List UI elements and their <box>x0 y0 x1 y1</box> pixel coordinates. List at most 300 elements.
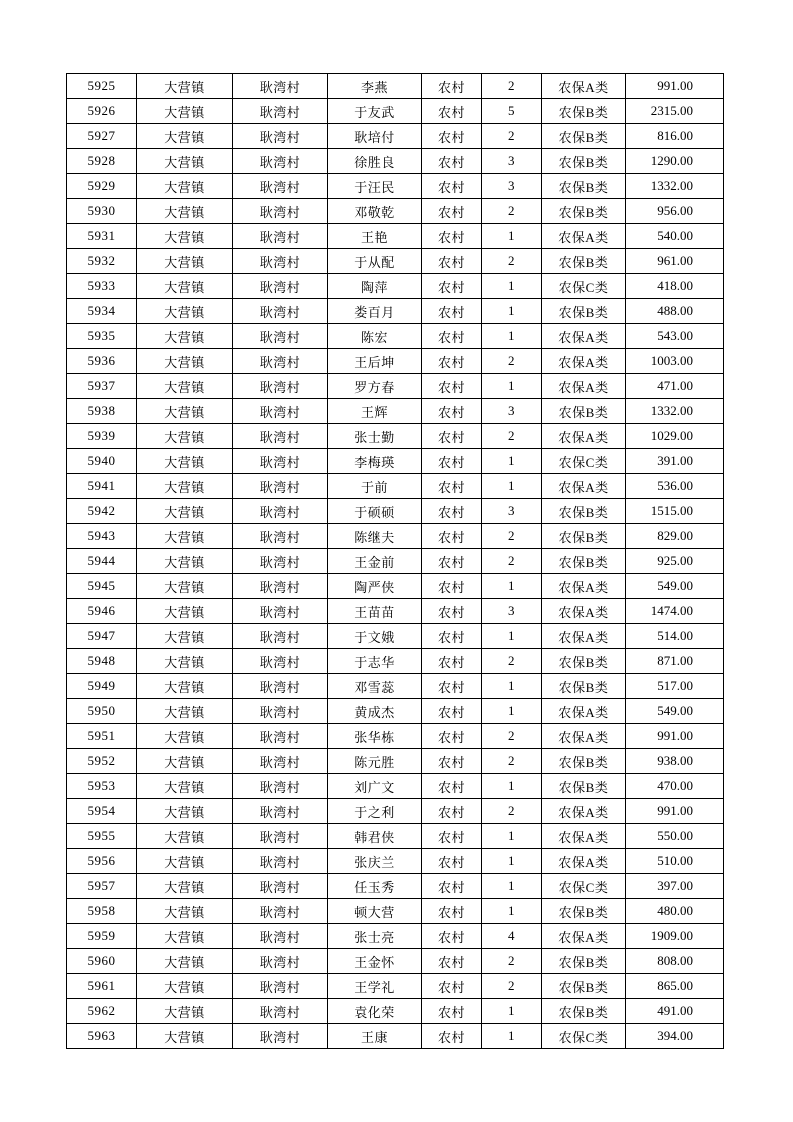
cell-village: 耿湾村 <box>233 849 328 874</box>
cell-name: 于从配 <box>328 249 422 274</box>
cell-amount: 2315.00 <box>626 99 724 124</box>
cell-village: 耿湾村 <box>233 449 328 474</box>
cell-type: 农村 <box>422 899 482 924</box>
table-row <box>67 924 724 949</box>
cell-name: 张士亮 <box>328 924 422 949</box>
cell-name: 于汪民 <box>328 174 422 199</box>
cell-type: 农村 <box>422 449 482 474</box>
table-row <box>67 424 724 449</box>
cell-name: 于志华 <box>328 649 422 674</box>
cell-category: 农保B类 <box>542 649 626 674</box>
table-row <box>67 199 724 224</box>
cell-village: 耿湾村 <box>233 299 328 324</box>
cell-village: 耿湾村 <box>233 724 328 749</box>
cell-village: 耿湾村 <box>233 949 328 974</box>
cell-category: 农保A类 <box>542 424 626 449</box>
cell-town: 大营镇 <box>137 599 233 624</box>
table-row <box>67 599 724 624</box>
cell-category: 农保B类 <box>542 399 626 424</box>
cell-id: 5937 <box>67 374 137 399</box>
cell-category: 农保C类 <box>542 449 626 474</box>
cell-amount: 514.00 <box>626 624 724 649</box>
cell-amount: 991.00 <box>626 724 724 749</box>
cell-name: 耿培付 <box>328 124 422 149</box>
cell-amount: 1290.00 <box>626 149 724 174</box>
cell-count: 2 <box>482 974 542 999</box>
cell-amount: 394.00 <box>626 1024 724 1049</box>
cell-town: 大营镇 <box>137 499 233 524</box>
cell-village: 耿湾村 <box>233 249 328 274</box>
cell-village: 耿湾村 <box>233 649 328 674</box>
cell-town: 大营镇 <box>137 349 233 374</box>
cell-name: 袁化荣 <box>328 999 422 1024</box>
cell-category: 农保B类 <box>542 174 626 199</box>
cell-name: 于文娥 <box>328 624 422 649</box>
cell-count: 4 <box>482 924 542 949</box>
table-row <box>67 574 724 599</box>
cell-id: 5959 <box>67 924 137 949</box>
cell-amount: 488.00 <box>626 299 724 324</box>
table-row <box>67 999 724 1024</box>
table-row <box>67 174 724 199</box>
table-row <box>67 224 724 249</box>
cell-town: 大营镇 <box>137 774 233 799</box>
cell-village: 耿湾村 <box>233 624 328 649</box>
cell-village: 耿湾村 <box>233 924 328 949</box>
cell-type: 农村 <box>422 324 482 349</box>
table-row <box>67 349 724 374</box>
table-row <box>67 274 724 299</box>
cell-town: 大营镇 <box>137 399 233 424</box>
cell-type: 农村 <box>422 949 482 974</box>
cell-category: 农保A类 <box>542 474 626 499</box>
cell-town: 大营镇 <box>137 749 233 774</box>
cell-town: 大营镇 <box>137 724 233 749</box>
cell-village: 耿湾村 <box>233 799 328 824</box>
cell-name: 陈元胜 <box>328 749 422 774</box>
cell-category: 农保A类 <box>542 699 626 724</box>
cell-amount: 418.00 <box>626 274 724 299</box>
cell-category: 农保A类 <box>542 74 626 99</box>
cell-category: 农保A类 <box>542 799 626 824</box>
cell-count: 2 <box>482 949 542 974</box>
cell-village: 耿湾村 <box>233 149 328 174</box>
cell-count: 1 <box>482 999 542 1024</box>
cell-count: 1 <box>482 774 542 799</box>
cell-village: 耿湾村 <box>233 699 328 724</box>
cell-amount: 480.00 <box>626 899 724 924</box>
document-page <box>66 73 723 1049</box>
cell-village: 耿湾村 <box>233 674 328 699</box>
cell-village: 耿湾村 <box>233 124 328 149</box>
cell-village: 耿湾村 <box>233 374 328 399</box>
cell-town: 大营镇 <box>137 124 233 149</box>
cell-category: 农保B类 <box>542 999 626 1024</box>
table-row <box>67 499 724 524</box>
cell-town: 大营镇 <box>137 574 233 599</box>
cell-id: 5946 <box>67 599 137 624</box>
cell-category: 农保C类 <box>542 874 626 899</box>
cell-category: 农保A类 <box>542 624 626 649</box>
cell-name: 王金怀 <box>328 949 422 974</box>
cell-count: 2 <box>482 424 542 449</box>
cell-name: 韩君侠 <box>328 824 422 849</box>
cell-count: 1 <box>482 449 542 474</box>
cell-name: 任玉秀 <box>328 874 422 899</box>
cell-town: 大营镇 <box>137 899 233 924</box>
table-row <box>67 374 724 399</box>
cell-name: 陈宏 <box>328 324 422 349</box>
cell-category: 农保B类 <box>542 774 626 799</box>
cell-id: 5929 <box>67 174 137 199</box>
cell-type: 农村 <box>422 174 482 199</box>
table-row <box>67 74 724 99</box>
cell-name: 陶萍 <box>328 274 422 299</box>
cell-town: 大营镇 <box>137 149 233 174</box>
cell-type: 农村 <box>422 924 482 949</box>
cell-type: 农村 <box>422 474 482 499</box>
cell-count: 1 <box>482 824 542 849</box>
cell-amount: 549.00 <box>626 574 724 599</box>
cell-type: 农村 <box>422 874 482 899</box>
cell-type: 农村 <box>422 399 482 424</box>
cell-count: 2 <box>482 799 542 824</box>
cell-amount: 956.00 <box>626 199 724 224</box>
cell-category: 农保B类 <box>542 524 626 549</box>
cell-village: 耿湾村 <box>233 99 328 124</box>
table-row <box>67 249 724 274</box>
cell-village: 耿湾村 <box>233 824 328 849</box>
cell-amount: 1909.00 <box>626 924 724 949</box>
cell-category: 农保A类 <box>542 349 626 374</box>
cell-count: 2 <box>482 524 542 549</box>
cell-amount: 391.00 <box>626 449 724 474</box>
cell-id: 5951 <box>67 724 137 749</box>
cell-type: 农村 <box>422 349 482 374</box>
cell-id: 5927 <box>67 124 137 149</box>
cell-town: 大营镇 <box>137 224 233 249</box>
cell-count: 2 <box>482 249 542 274</box>
cell-amount: 540.00 <box>626 224 724 249</box>
cell-name: 于友武 <box>328 99 422 124</box>
cell-id: 5936 <box>67 349 137 374</box>
cell-town: 大营镇 <box>137 549 233 574</box>
cell-amount: 1029.00 <box>626 424 724 449</box>
table-row <box>67 474 724 499</box>
cell-category: 农保A类 <box>542 824 626 849</box>
cell-town: 大营镇 <box>137 649 233 674</box>
cell-name: 王辉 <box>328 399 422 424</box>
cell-amount: 808.00 <box>626 949 724 974</box>
cell-type: 农村 <box>422 649 482 674</box>
cell-id: 5958 <box>67 899 137 924</box>
cell-count: 1 <box>482 874 542 899</box>
cell-name: 张庆兰 <box>328 849 422 874</box>
cell-village: 耿湾村 <box>233 199 328 224</box>
cell-name: 邓雪蕊 <box>328 674 422 699</box>
cell-town: 大营镇 <box>137 849 233 874</box>
cell-type: 农村 <box>422 549 482 574</box>
cell-name: 陶严侠 <box>328 574 422 599</box>
cell-amount: 517.00 <box>626 674 724 699</box>
cell-category: 农保B类 <box>542 674 626 699</box>
cell-amount: 550.00 <box>626 824 724 849</box>
cell-type: 农村 <box>422 274 482 299</box>
table-body <box>67 74 724 1049</box>
cell-id: 5934 <box>67 299 137 324</box>
cell-town: 大营镇 <box>137 824 233 849</box>
cell-id: 5956 <box>67 849 137 874</box>
cell-id: 5939 <box>67 424 137 449</box>
cell-type: 农村 <box>422 124 482 149</box>
cell-id: 5962 <box>67 999 137 1024</box>
cell-category: 农保A类 <box>542 849 626 874</box>
cell-village: 耿湾村 <box>233 524 328 549</box>
cell-id: 5938 <box>67 399 137 424</box>
cell-town: 大营镇 <box>137 449 233 474</box>
cell-id: 5926 <box>67 99 137 124</box>
cell-id: 5940 <box>67 449 137 474</box>
cell-type: 农村 <box>422 374 482 399</box>
cell-village: 耿湾村 <box>233 74 328 99</box>
cell-amount: 1474.00 <box>626 599 724 624</box>
cell-category: 农保B类 <box>542 249 626 274</box>
cell-count: 1 <box>482 699 542 724</box>
cell-amount: 491.00 <box>626 999 724 1024</box>
cell-town: 大营镇 <box>137 424 233 449</box>
cell-count: 1 <box>482 299 542 324</box>
table-row <box>67 449 724 474</box>
cell-name: 王后坤 <box>328 349 422 374</box>
cell-amount: 536.00 <box>626 474 724 499</box>
cell-count: 1 <box>482 474 542 499</box>
table-row <box>67 849 724 874</box>
cell-type: 农村 <box>422 424 482 449</box>
table-row <box>67 399 724 424</box>
cell-category: 农保B类 <box>542 899 626 924</box>
table-row <box>67 874 724 899</box>
cell-count: 1 <box>482 1024 542 1049</box>
cell-type: 农村 <box>422 674 482 699</box>
cell-village: 耿湾村 <box>233 899 328 924</box>
cell-id: 5960 <box>67 949 137 974</box>
cell-name: 刘广文 <box>328 774 422 799</box>
cell-amount: 471.00 <box>626 374 724 399</box>
cell-type: 农村 <box>422 1024 482 1049</box>
table-row <box>67 699 724 724</box>
cell-category: 农保B类 <box>542 124 626 149</box>
cell-count: 1 <box>482 624 542 649</box>
cell-town: 大营镇 <box>137 999 233 1024</box>
cell-village: 耿湾村 <box>233 474 328 499</box>
cell-town: 大营镇 <box>137 99 233 124</box>
cell-count: 3 <box>482 499 542 524</box>
cell-category: 农保A类 <box>542 599 626 624</box>
cell-id: 5947 <box>67 624 137 649</box>
cell-category: 农保B类 <box>542 199 626 224</box>
cell-amount: 938.00 <box>626 749 724 774</box>
cell-category: 农保B类 <box>542 299 626 324</box>
cell-count: 3 <box>482 174 542 199</box>
cell-town: 大营镇 <box>137 974 233 999</box>
cell-type: 农村 <box>422 724 482 749</box>
cell-category: 农保C类 <box>542 1024 626 1049</box>
cell-amount: 543.00 <box>626 324 724 349</box>
cell-town: 大营镇 <box>137 324 233 349</box>
cell-town: 大营镇 <box>137 174 233 199</box>
cell-name: 王艳 <box>328 224 422 249</box>
cell-count: 1 <box>482 324 542 349</box>
cell-village: 耿湾村 <box>233 399 328 424</box>
cell-category: 农保C类 <box>542 274 626 299</box>
cell-amount: 871.00 <box>626 649 724 674</box>
cell-category: 农保B类 <box>542 99 626 124</box>
cell-count: 2 <box>482 199 542 224</box>
cell-type: 农村 <box>422 199 482 224</box>
table-row <box>67 949 724 974</box>
cell-category: 农保B类 <box>542 549 626 574</box>
table-row <box>67 824 724 849</box>
cell-village: 耿湾村 <box>233 224 328 249</box>
cell-village: 耿湾村 <box>233 774 328 799</box>
cell-type: 农村 <box>422 224 482 249</box>
cell-id: 5943 <box>67 524 137 549</box>
cell-category: 农保B类 <box>542 149 626 174</box>
cell-amount: 961.00 <box>626 249 724 274</box>
cell-name: 王苗苗 <box>328 599 422 624</box>
cell-village: 耿湾村 <box>233 874 328 899</box>
cell-name: 邓敬乾 <box>328 199 422 224</box>
cell-id: 5935 <box>67 324 137 349</box>
cell-category: 农保A类 <box>542 574 626 599</box>
cell-name: 徐胜良 <box>328 149 422 174</box>
cell-village: 耿湾村 <box>233 349 328 374</box>
cell-category: 农保A类 <box>542 724 626 749</box>
cell-town: 大营镇 <box>137 924 233 949</box>
cell-town: 大营镇 <box>137 474 233 499</box>
cell-type: 农村 <box>422 999 482 1024</box>
cell-town: 大营镇 <box>137 874 233 899</box>
cell-name: 李梅瑛 <box>328 449 422 474</box>
cell-count: 1 <box>482 274 542 299</box>
cell-count: 1 <box>482 374 542 399</box>
cell-id: 5950 <box>67 699 137 724</box>
table-row <box>67 724 724 749</box>
cell-id: 5933 <box>67 274 137 299</box>
cell-village: 耿湾村 <box>233 549 328 574</box>
table-row <box>67 299 724 324</box>
cell-id: 5932 <box>67 249 137 274</box>
cell-id: 5949 <box>67 674 137 699</box>
cell-amount: 549.00 <box>626 699 724 724</box>
cell-type: 农村 <box>422 599 482 624</box>
table-row <box>67 549 724 574</box>
cell-count: 1 <box>482 899 542 924</box>
cell-town: 大营镇 <box>137 274 233 299</box>
cell-type: 农村 <box>422 574 482 599</box>
cell-count: 2 <box>482 124 542 149</box>
cell-category: 农保B类 <box>542 499 626 524</box>
cell-name: 陈继夫 <box>328 524 422 549</box>
cell-village: 耿湾村 <box>233 424 328 449</box>
cell-amount: 1332.00 <box>626 399 724 424</box>
table-row <box>67 749 724 774</box>
cell-id: 5942 <box>67 499 137 524</box>
cell-type: 农村 <box>422 974 482 999</box>
cell-type: 农村 <box>422 249 482 274</box>
cell-count: 1 <box>482 849 542 874</box>
cell-town: 大营镇 <box>137 199 233 224</box>
cell-id: 5953 <box>67 774 137 799</box>
cell-id: 5931 <box>67 224 137 249</box>
cell-type: 农村 <box>422 524 482 549</box>
table-row <box>67 799 724 824</box>
cell-id: 5955 <box>67 824 137 849</box>
cell-count: 3 <box>482 149 542 174</box>
cell-village: 耿湾村 <box>233 174 328 199</box>
cell-category: 农保A类 <box>542 224 626 249</box>
cell-village: 耿湾村 <box>233 1024 328 1049</box>
cell-name: 王康 <box>328 1024 422 1049</box>
table-row <box>67 524 724 549</box>
cell-type: 农村 <box>422 99 482 124</box>
cell-town: 大营镇 <box>137 799 233 824</box>
table-row <box>67 974 724 999</box>
cell-village: 耿湾村 <box>233 749 328 774</box>
table-row <box>67 899 724 924</box>
cell-town: 大营镇 <box>137 1024 233 1049</box>
cell-type: 农村 <box>422 749 482 774</box>
cell-name: 张士勤 <box>328 424 422 449</box>
cell-count: 2 <box>482 74 542 99</box>
cell-amount: 510.00 <box>626 849 724 874</box>
cell-town: 大营镇 <box>137 624 233 649</box>
cell-name: 张华栋 <box>328 724 422 749</box>
cell-category: 农保A类 <box>542 924 626 949</box>
cell-count: 2 <box>482 349 542 374</box>
cell-category: 农保A类 <box>542 374 626 399</box>
cell-count: 2 <box>482 549 542 574</box>
cell-amount: 816.00 <box>626 124 724 149</box>
cell-id: 5952 <box>67 749 137 774</box>
table-row <box>67 624 724 649</box>
table-row <box>67 99 724 124</box>
cell-count: 1 <box>482 224 542 249</box>
cell-town: 大营镇 <box>137 949 233 974</box>
table-row <box>67 124 724 149</box>
table-row <box>67 1024 724 1049</box>
cell-amount: 829.00 <box>626 524 724 549</box>
cell-name: 李燕 <box>328 74 422 99</box>
cell-type: 农村 <box>422 824 482 849</box>
cell-amount: 470.00 <box>626 774 724 799</box>
cell-name: 于前 <box>328 474 422 499</box>
cell-amount: 991.00 <box>626 74 724 99</box>
cell-name: 王金前 <box>328 549 422 574</box>
cell-count: 1 <box>482 574 542 599</box>
cell-name: 于硕硕 <box>328 499 422 524</box>
cell-count: 3 <box>482 399 542 424</box>
cell-type: 农村 <box>422 699 482 724</box>
cell-village: 耿湾村 <box>233 599 328 624</box>
cell-name: 娄百月 <box>328 299 422 324</box>
table-row <box>67 774 724 799</box>
cell-type: 农村 <box>422 774 482 799</box>
cell-town: 大营镇 <box>137 74 233 99</box>
cell-name: 黄成杰 <box>328 699 422 724</box>
cell-amount: 1515.00 <box>626 499 724 524</box>
cell-category: 农保B类 <box>542 974 626 999</box>
